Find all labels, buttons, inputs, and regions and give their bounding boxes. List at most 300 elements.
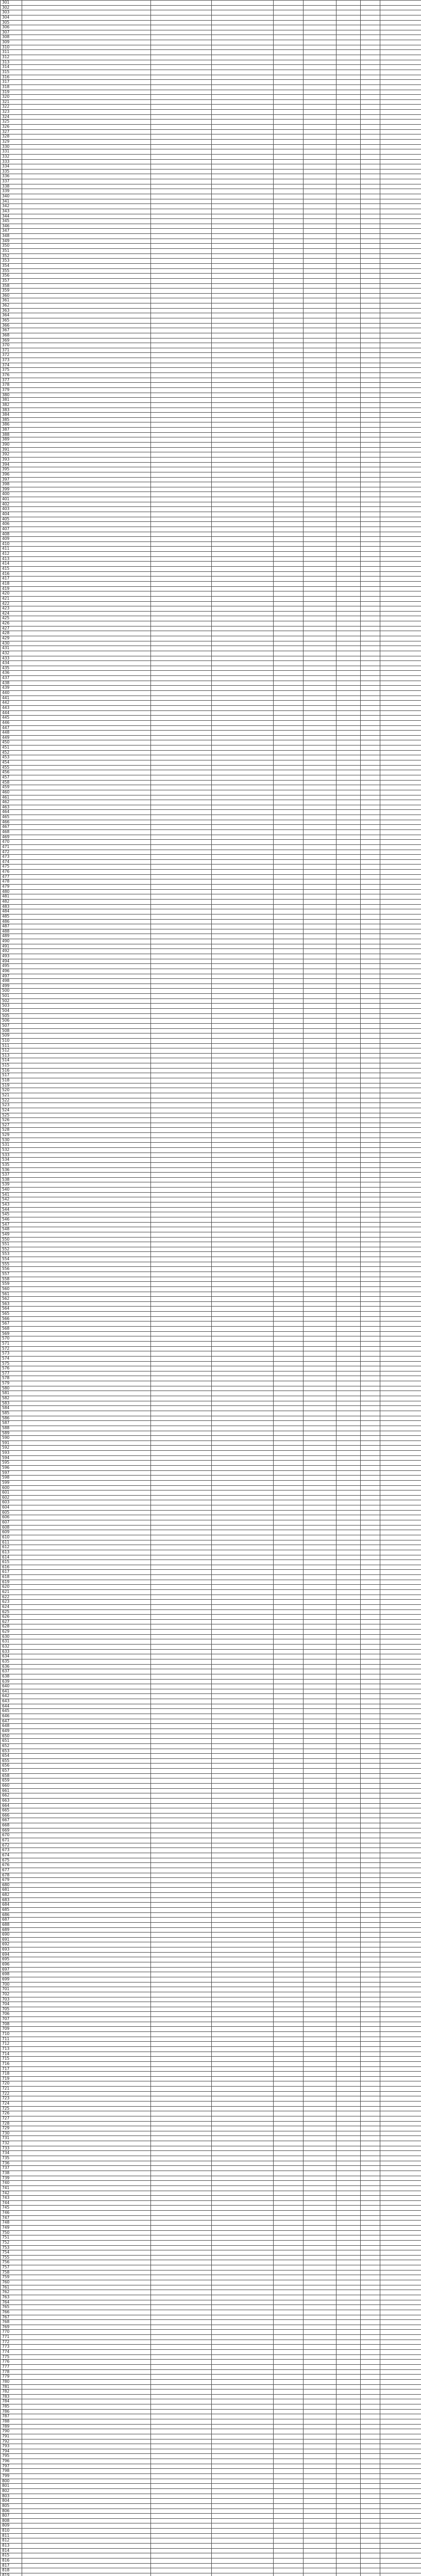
manufacturer-cell bbox=[151, 616, 212, 621]
item-name-cell bbox=[22, 1197, 151, 1202]
unit-cell bbox=[274, 239, 304, 244]
item-name-cell bbox=[22, 1108, 151, 1113]
price-cell bbox=[380, 1510, 421, 1515]
source-cell bbox=[304, 2101, 336, 2106]
price-cell bbox=[380, 969, 421, 974]
table-row bbox=[1, 1177, 421, 1182]
specification-cell bbox=[212, 2350, 274, 2355]
grade-cell bbox=[336, 1630, 361, 1635]
table-row bbox=[1, 2384, 421, 2389]
unit-cell bbox=[274, 2270, 304, 2275]
source-cell bbox=[304, 1, 336, 6]
item-name-cell bbox=[22, 1530, 151, 1535]
row-number-cell: 725 bbox=[1, 2106, 22, 2111]
row-number-cell: 720 bbox=[1, 2081, 22, 2087]
item-name-cell bbox=[22, 1630, 151, 1635]
row-number-cell: 430 bbox=[1, 641, 22, 646]
grade-cell bbox=[336, 244, 361, 249]
price-cell bbox=[380, 110, 421, 115]
manufacturer-cell bbox=[151, 2185, 212, 2191]
source-cell bbox=[304, 328, 336, 333]
unit-cell bbox=[274, 293, 304, 298]
code-cell bbox=[361, 820, 380, 825]
item-name-cell bbox=[22, 1455, 151, 1461]
grade-cell bbox=[336, 2032, 361, 2037]
row-number-cell: 466 bbox=[1, 820, 22, 825]
grade-cell bbox=[336, 676, 361, 681]
table-row bbox=[1, 1818, 421, 1823]
price-cell bbox=[380, 1470, 421, 1476]
grade-cell bbox=[336, 2369, 361, 2375]
specification-cell bbox=[212, 1863, 274, 1868]
code-cell bbox=[361, 2464, 380, 2469]
table-row bbox=[1, 2360, 421, 2365]
price-cell bbox=[380, 894, 421, 900]
unit-cell bbox=[274, 492, 304, 497]
price-cell bbox=[380, 1530, 421, 1535]
price-cell bbox=[380, 343, 421, 348]
grade-cell bbox=[336, 2429, 361, 2434]
specification-cell bbox=[212, 964, 274, 969]
code-cell bbox=[361, 974, 380, 979]
row-number-cell: 747 bbox=[1, 2215, 22, 2221]
grade-cell bbox=[336, 84, 361, 90]
row-number-cell: 795 bbox=[1, 2454, 22, 2459]
row-number-cell: 311 bbox=[1, 50, 22, 55]
specification-cell bbox=[212, 571, 274, 577]
grade-cell bbox=[336, 646, 361, 651]
table-row bbox=[1, 293, 421, 298]
unit-cell bbox=[274, 1778, 304, 1784]
grade-cell bbox=[336, 129, 361, 134]
manufacturer-cell bbox=[151, 939, 212, 944]
table-row bbox=[1, 1461, 421, 1466]
item-name-cell bbox=[22, 1694, 151, 1699]
table-row bbox=[1, 1724, 421, 1729]
source-cell bbox=[304, 2002, 336, 2007]
table-row bbox=[1, 1764, 421, 1769]
manufacturer-cell bbox=[151, 253, 212, 259]
price-cell bbox=[380, 2335, 421, 2340]
manufacturer-cell bbox=[151, 1465, 212, 1470]
grade-cell bbox=[336, 994, 361, 999]
item-name-cell bbox=[22, 2136, 151, 2141]
grade-cell bbox=[336, 2037, 361, 2042]
table-row bbox=[1, 2439, 421, 2444]
row-number-cell: 365 bbox=[1, 318, 22, 324]
price-cell bbox=[380, 239, 421, 244]
manufacturer-cell bbox=[151, 2250, 212, 2256]
grade-cell bbox=[336, 2091, 361, 2096]
specification-cell bbox=[212, 353, 274, 358]
row-number-cell: 754 bbox=[1, 2250, 22, 2256]
price-cell bbox=[380, 924, 421, 929]
manufacturer-cell bbox=[151, 1500, 212, 1505]
specification-cell bbox=[212, 110, 274, 115]
source-cell bbox=[304, 1346, 336, 1351]
table-row bbox=[1, 691, 421, 696]
item-name-cell bbox=[22, 1679, 151, 1684]
price-cell bbox=[380, 45, 421, 50]
unit-cell bbox=[274, 1440, 304, 1446]
row-number-cell: 565 bbox=[1, 1312, 22, 1317]
item-name-cell bbox=[22, 353, 151, 358]
price-cell bbox=[380, 934, 421, 939]
source-cell bbox=[304, 2270, 336, 2275]
code-cell bbox=[361, 159, 380, 164]
manufacturer-cell bbox=[151, 1078, 212, 1083]
row-number-cell: 406 bbox=[1, 522, 22, 527]
table-row bbox=[1, 1709, 421, 1714]
specification-cell bbox=[212, 1639, 274, 1645]
manufacturer-cell bbox=[151, 2434, 212, 2439]
item-name-cell bbox=[22, 686, 151, 691]
source-cell bbox=[304, 2335, 336, 2340]
grade-cell bbox=[336, 571, 361, 577]
code-cell bbox=[361, 904, 380, 909]
grade-cell bbox=[336, 1331, 361, 1336]
code-cell bbox=[361, 2166, 380, 2171]
specification-cell bbox=[212, 1286, 274, 1292]
unit-cell bbox=[274, 829, 304, 835]
manufacturer-cell bbox=[151, 274, 212, 279]
grade-cell bbox=[336, 1858, 361, 1863]
grade-cell bbox=[336, 1173, 361, 1178]
item-name-cell bbox=[22, 343, 151, 348]
source-cell bbox=[304, 477, 336, 482]
code-cell bbox=[361, 1704, 380, 1709]
row-number-cell: 743 bbox=[1, 2196, 22, 2201]
manufacturer-cell bbox=[151, 2200, 212, 2206]
specification-cell bbox=[212, 1903, 274, 1908]
source-cell bbox=[304, 567, 336, 572]
source-cell bbox=[304, 710, 336, 716]
specification-cell bbox=[212, 979, 274, 984]
price-cell bbox=[380, 1073, 421, 1078]
table-row bbox=[1, 810, 421, 815]
row-number-cell: 599 bbox=[1, 1480, 22, 1485]
manufacturer-cell bbox=[151, 1098, 212, 1103]
price-cell bbox=[380, 1749, 421, 1754]
manufacturer-cell bbox=[151, 979, 212, 984]
manufacturer-cell bbox=[151, 472, 212, 477]
specification-cell bbox=[212, 1734, 274, 1739]
specification-cell bbox=[212, 1232, 274, 1237]
code-cell bbox=[361, 1853, 380, 1858]
price-cell bbox=[380, 1078, 421, 1083]
source-cell bbox=[304, 1321, 336, 1327]
manufacturer-cell bbox=[151, 2255, 212, 2260]
specification-cell bbox=[212, 1123, 274, 1128]
grade-cell bbox=[336, 1778, 361, 1784]
grade-cell bbox=[336, 964, 361, 969]
price-cell bbox=[380, 1426, 421, 1431]
source-cell bbox=[304, 2434, 336, 2439]
price-cell bbox=[380, 2375, 421, 2380]
row-number-cell: 386 bbox=[1, 422, 22, 428]
row-number-cell: 534 bbox=[1, 1158, 22, 1163]
manufacturer-cell bbox=[151, 1455, 212, 1461]
table-row bbox=[1, 949, 421, 954]
row-number-cell: 692 bbox=[1, 1942, 22, 1947]
unit-cell bbox=[274, 1371, 304, 1376]
grade-cell bbox=[336, 2240, 361, 2245]
source-cell bbox=[304, 492, 336, 497]
unit-cell bbox=[274, 60, 304, 65]
row-number-cell: 519 bbox=[1, 1083, 22, 1088]
specification-cell bbox=[212, 2375, 274, 2380]
specification-cell bbox=[212, 1, 274, 6]
unit-cell bbox=[274, 840, 304, 845]
price-cell bbox=[380, 1604, 421, 1609]
specification-cell bbox=[212, 1793, 274, 1799]
price-cell bbox=[380, 1515, 421, 1520]
table-row bbox=[1, 1808, 421, 1814]
source-cell bbox=[304, 134, 336, 140]
specification-cell bbox=[212, 253, 274, 259]
code-cell bbox=[361, 129, 380, 134]
item-name-cell bbox=[22, 1436, 151, 1441]
manufacturer-cell bbox=[151, 244, 212, 249]
code-cell bbox=[361, 2141, 380, 2146]
source-cell bbox=[304, 1694, 336, 1699]
manufacturer-cell bbox=[151, 1188, 212, 1193]
table-row bbox=[1, 2354, 421, 2360]
price-cell bbox=[380, 1192, 421, 1197]
price-cell bbox=[380, 1019, 421, 1024]
manufacturer-cell bbox=[151, 1649, 212, 1654]
row-number-cell: 416 bbox=[1, 571, 22, 577]
code-cell bbox=[361, 2181, 380, 2186]
row-number-cell: 515 bbox=[1, 1063, 22, 1069]
code-cell bbox=[361, 815, 380, 820]
source-cell bbox=[304, 1773, 336, 1778]
item-name-cell bbox=[22, 2200, 151, 2206]
manufacturer-cell bbox=[151, 2345, 212, 2350]
unit-cell bbox=[274, 2245, 304, 2250]
item-name-cell bbox=[22, 1699, 151, 1704]
item-name-cell bbox=[22, 84, 151, 90]
price-cell bbox=[380, 1351, 421, 1357]
table-row bbox=[1, 1446, 421, 1451]
item-name-cell bbox=[22, 358, 151, 363]
table-row bbox=[1, 547, 421, 552]
unit-cell bbox=[274, 2081, 304, 2087]
source-cell bbox=[304, 194, 336, 199]
source-cell bbox=[304, 149, 336, 155]
unit-cell bbox=[274, 1743, 304, 1749]
source-cell bbox=[304, 2320, 336, 2325]
grade-cell bbox=[336, 825, 361, 830]
price-cell bbox=[380, 651, 421, 656]
price-cell bbox=[380, 1947, 421, 1953]
source-cell bbox=[304, 467, 336, 472]
code-cell bbox=[361, 1202, 380, 1208]
source-cell bbox=[304, 770, 336, 775]
row-number-cell: 605 bbox=[1, 1510, 22, 1515]
row-number-cell: 613 bbox=[1, 1550, 22, 1555]
code-cell bbox=[361, 1188, 380, 1193]
table-row bbox=[1, 5, 421, 10]
grade-cell bbox=[336, 720, 361, 725]
code-cell bbox=[361, 636, 380, 641]
unit-cell bbox=[274, 1207, 304, 1212]
manufacturer-cell bbox=[151, 378, 212, 383]
price-cell bbox=[380, 1580, 421, 1585]
grade-cell bbox=[336, 1088, 361, 1093]
table-row bbox=[1, 1833, 421, 1838]
grade-cell bbox=[336, 745, 361, 751]
unit-cell bbox=[274, 378, 304, 383]
price-cell bbox=[380, 2439, 421, 2444]
code-cell bbox=[361, 2454, 380, 2459]
manufacturer-cell bbox=[151, 1307, 212, 1312]
item-name-cell bbox=[22, 641, 151, 646]
price-cell bbox=[380, 1853, 421, 1858]
table-row bbox=[1, 537, 421, 542]
row-number-cell: 628 bbox=[1, 1624, 22, 1630]
item-name-cell bbox=[22, 562, 151, 567]
price-cell bbox=[380, 263, 421, 268]
grade-cell bbox=[336, 2076, 361, 2081]
manufacturer-cell bbox=[151, 562, 212, 567]
manufacturer-cell bbox=[151, 358, 212, 363]
price-cell bbox=[380, 1505, 421, 1511]
table-row bbox=[1, 214, 421, 219]
table-row bbox=[1, 994, 421, 999]
row-number-cell: 570 bbox=[1, 1336, 22, 1342]
table-row bbox=[1, 20, 421, 25]
item-name-cell bbox=[22, 601, 151, 606]
specification-cell bbox=[212, 358, 274, 363]
manufacturer-cell bbox=[151, 1182, 212, 1188]
price-cell bbox=[380, 229, 421, 234]
grade-cell bbox=[336, 2255, 361, 2260]
manufacturer-cell bbox=[151, 666, 212, 671]
price-cell bbox=[380, 949, 421, 954]
specification-cell bbox=[212, 378, 274, 383]
grade-cell bbox=[336, 1138, 361, 1143]
item-name-cell bbox=[22, 1312, 151, 1317]
manufacturer-cell bbox=[151, 974, 212, 979]
manufacturer-cell bbox=[151, 1212, 212, 1217]
price-cell bbox=[380, 2280, 421, 2285]
specification-cell bbox=[212, 512, 274, 517]
price-cell bbox=[380, 815, 421, 820]
unit-cell bbox=[274, 1401, 304, 1406]
code-cell bbox=[361, 105, 380, 110]
item-name-cell bbox=[22, 1728, 151, 1734]
price-cell bbox=[380, 402, 421, 408]
row-number-cell: 469 bbox=[1, 835, 22, 840]
item-name-cell bbox=[22, 2037, 151, 2042]
row-number-cell: 627 bbox=[1, 1619, 22, 1624]
table-row bbox=[1, 1918, 421, 1923]
item-name-cell bbox=[22, 1813, 151, 1818]
grade-cell bbox=[336, 408, 361, 413]
unit-cell bbox=[274, 1922, 304, 1927]
table-row bbox=[1, 829, 421, 835]
manufacturer-cell bbox=[151, 1535, 212, 1540]
price-cell bbox=[380, 134, 421, 140]
row-number-cell: 753 bbox=[1, 2245, 22, 2250]
table-row bbox=[1, 859, 421, 865]
unit-cell bbox=[274, 477, 304, 482]
table-row bbox=[1, 577, 421, 582]
manufacturer-cell bbox=[151, 874, 212, 879]
row-number-cell: 332 bbox=[1, 154, 22, 159]
manufacturer-cell bbox=[151, 432, 212, 437]
grade-cell bbox=[336, 631, 361, 636]
price-cell bbox=[380, 2146, 421, 2151]
unit-cell bbox=[274, 2300, 304, 2305]
table-row bbox=[1, 1927, 421, 1933]
unit-cell bbox=[274, 1406, 304, 1411]
item-name-cell bbox=[22, 1282, 151, 1287]
specification-cell bbox=[212, 1694, 274, 1699]
unit-cell bbox=[274, 2250, 304, 2256]
table-row bbox=[1, 1143, 421, 1148]
grade-cell bbox=[336, 1530, 361, 1535]
table-row bbox=[1, 2260, 421, 2265]
item-name-cell bbox=[22, 2131, 151, 2136]
grade-cell bbox=[336, 651, 361, 656]
specification-cell bbox=[212, 507, 274, 512]
table-row bbox=[1, 1728, 421, 1734]
source-cell bbox=[304, 1977, 336, 1982]
item-name-cell bbox=[22, 274, 151, 279]
unit-cell bbox=[274, 1038, 304, 1043]
code-cell bbox=[361, 1997, 380, 2002]
grade-cell bbox=[336, 537, 361, 542]
price-cell bbox=[380, 2320, 421, 2325]
unit-cell bbox=[274, 204, 304, 209]
grade-cell bbox=[336, 2235, 361, 2241]
grade-cell bbox=[336, 532, 361, 537]
manufacturer-cell bbox=[151, 1634, 212, 1639]
grade-cell bbox=[336, 904, 361, 909]
specification-cell bbox=[212, 2325, 274, 2330]
grade-cell bbox=[336, 1058, 361, 1063]
manufacturer-cell bbox=[151, 1739, 212, 1744]
price-cell bbox=[380, 1396, 421, 1401]
table-row bbox=[1, 1431, 421, 1436]
row-number-cell: 513 bbox=[1, 1053, 22, 1058]
row-number-cell: 758 bbox=[1, 2270, 22, 2275]
unit-cell bbox=[274, 1580, 304, 1585]
unit-cell bbox=[274, 1297, 304, 1302]
item-name-cell bbox=[22, 2404, 151, 2410]
code-cell bbox=[361, 1962, 380, 1968]
specification-cell bbox=[212, 547, 274, 552]
source-cell bbox=[304, 1485, 336, 1490]
table-row bbox=[1, 1937, 421, 1942]
table-row bbox=[1, 1639, 421, 1645]
manufacturer-cell bbox=[151, 1743, 212, 1749]
code-cell bbox=[361, 2121, 380, 2126]
item-name-cell bbox=[22, 149, 151, 155]
grade-cell bbox=[336, 1426, 361, 1431]
unit-cell bbox=[274, 1893, 304, 1898]
unit-cell bbox=[274, 1982, 304, 1987]
unit-cell bbox=[274, 994, 304, 999]
item-name-cell bbox=[22, 1580, 151, 1585]
code-cell bbox=[361, 1058, 380, 1063]
specification-cell bbox=[212, 1724, 274, 1729]
manufacturer-cell bbox=[151, 110, 212, 115]
item-name-cell bbox=[22, 1411, 151, 1416]
specification-cell bbox=[212, 263, 274, 268]
